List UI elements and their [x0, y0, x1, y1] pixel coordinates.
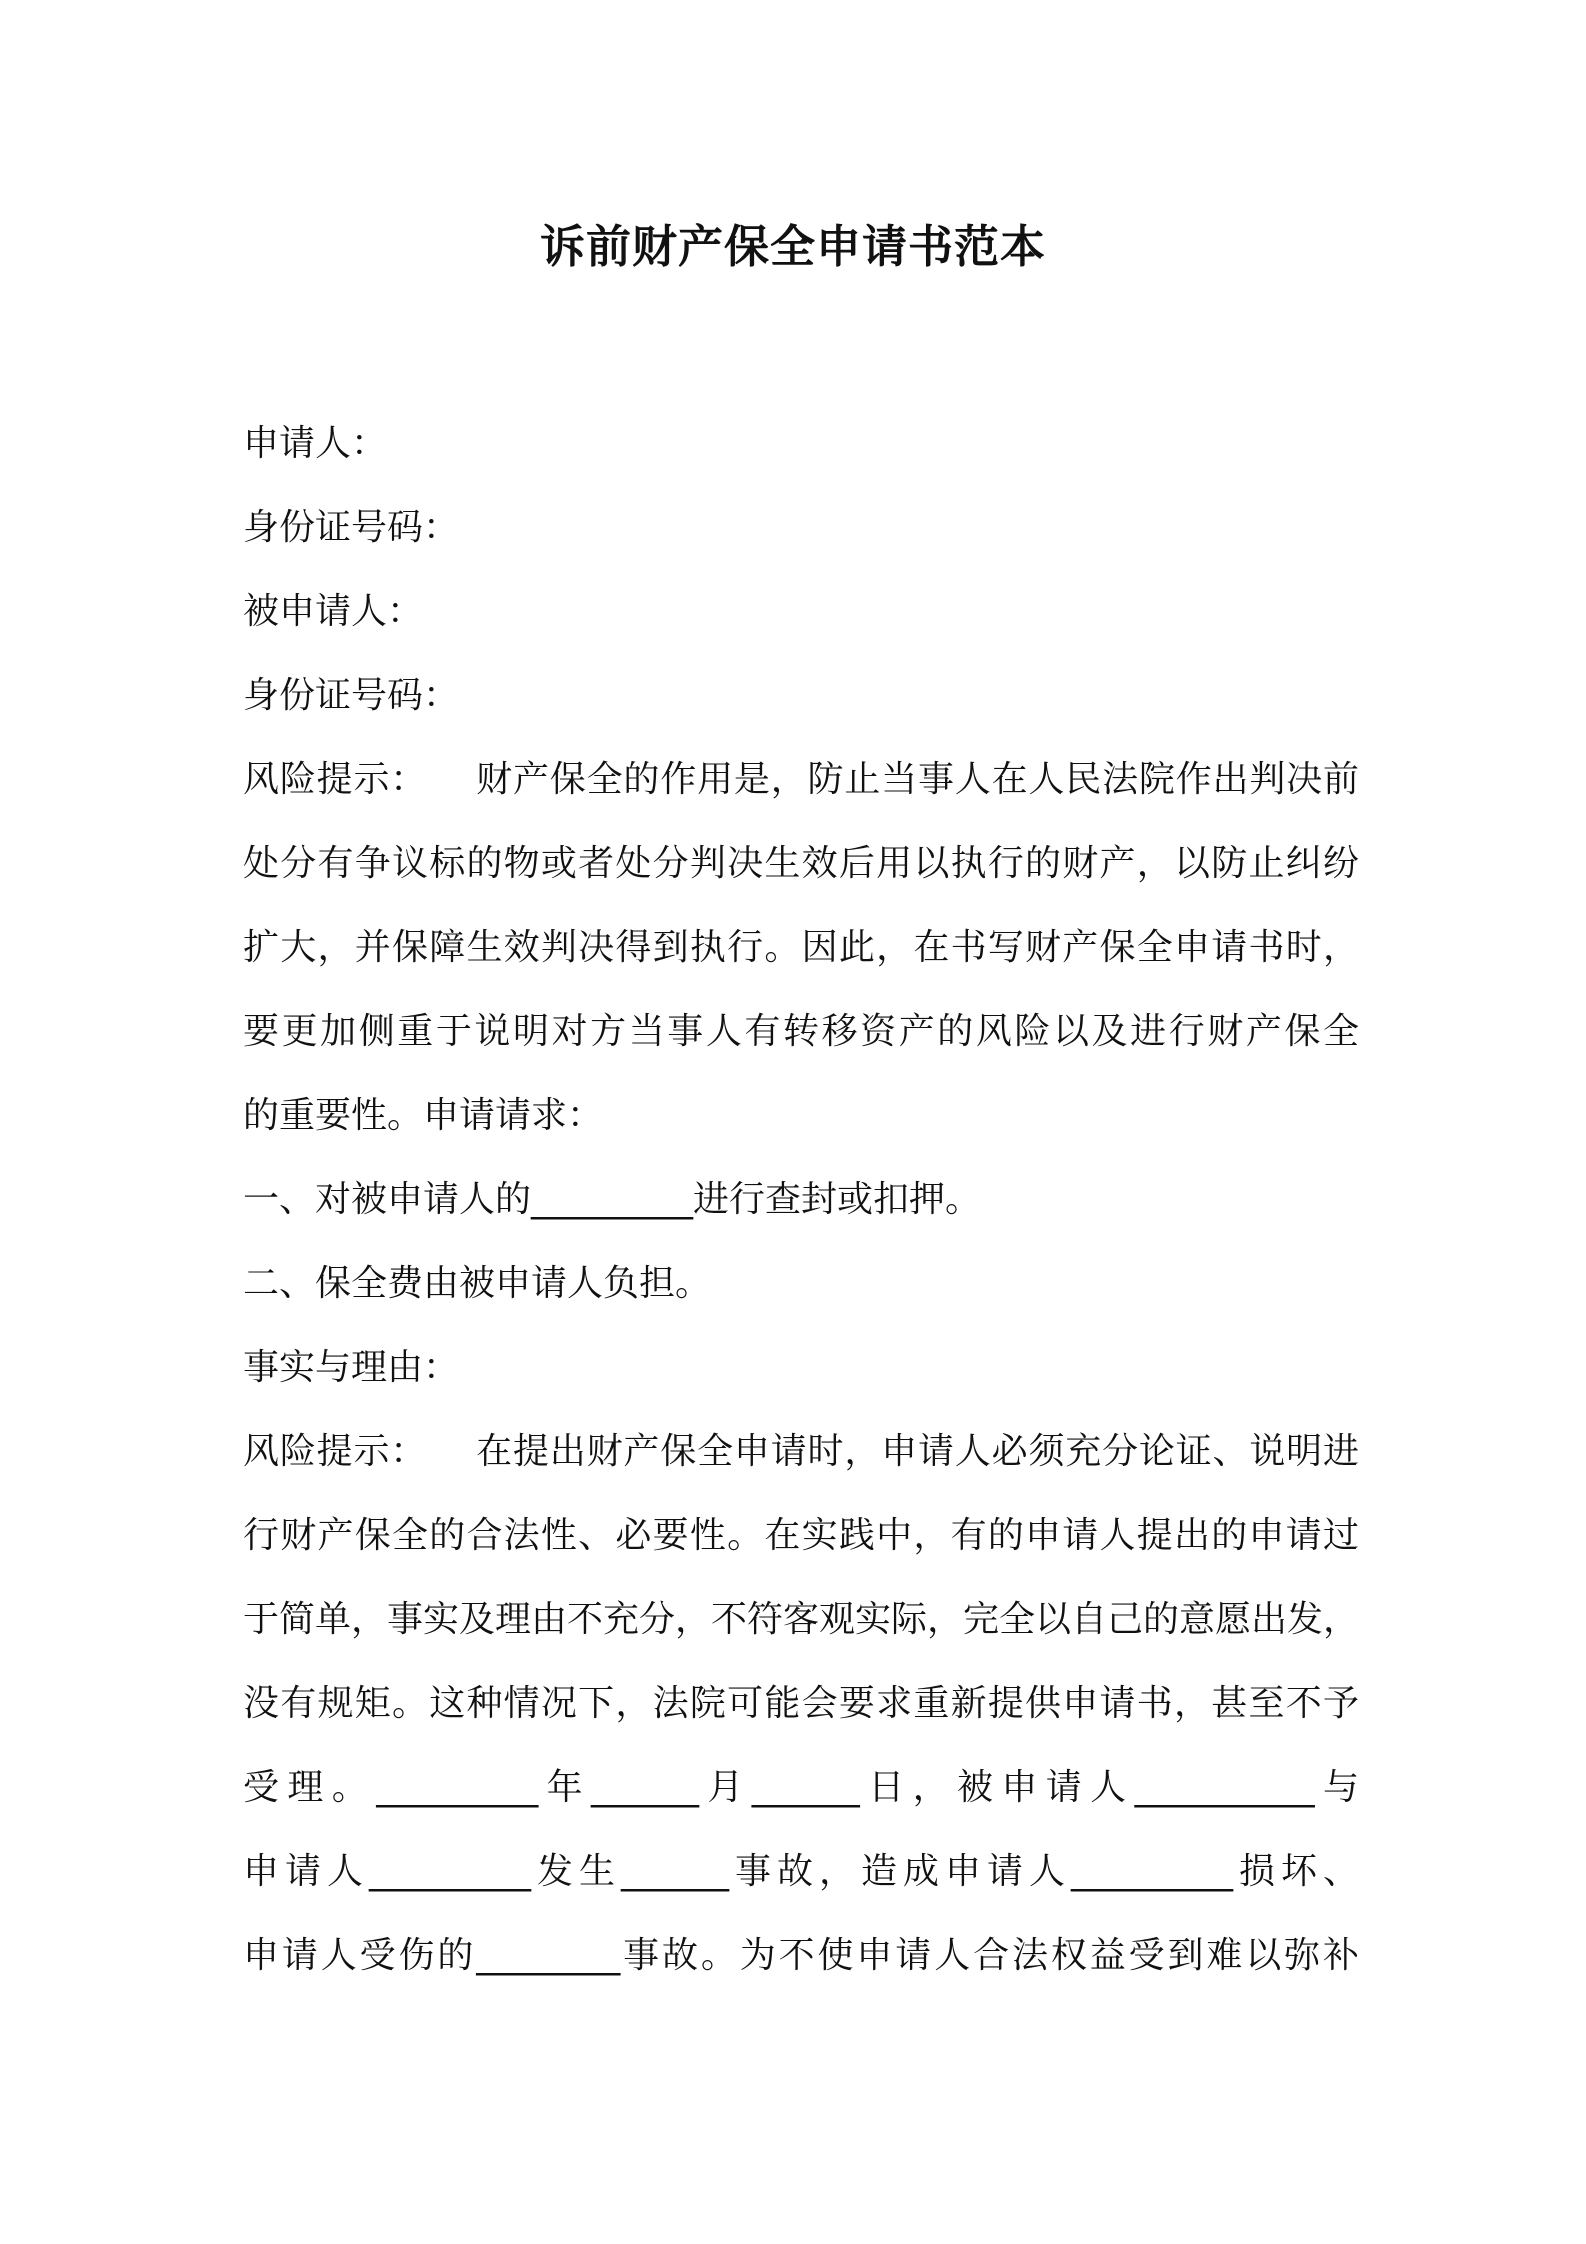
request-item-2: 二、保全费由被申请人负担。 — [243, 1263, 712, 1304]
risk-notice-1-line-4: 要更加侧重于说明对方当事人有转移资产的风险以及进行财产保全 — [243, 1011, 1359, 1052]
request-item-1: 一、对被申请人的_________进行查封或扣押。 — [243, 1179, 982, 1220]
risk-notice-1-line-1: 风险提示： 财产保全的作用是，防止当事人在人民法院作出判决前 — [243, 759, 1359, 800]
risk-notice-2-line-1: 风险提示： 在提出财产保全申请时，申请人必须充分论证、说明进 — [243, 1431, 1359, 1472]
respondent-label: 被申请人： — [243, 591, 424, 632]
facts-line-3: 申请人受伤的________事故。为不使申请人合法权益受到难以弥补 — [243, 1935, 1359, 1976]
document-title: 诉前财产保全申请书范本 — [539, 220, 1046, 273]
risk-notice-2-line-4: 没有规矩。这种情况下，法院可能会要求重新提供申请书，甚至不予 — [243, 1683, 1359, 1724]
respondent-id-label: 身份证号码： — [243, 675, 460, 716]
applicant-id-label: 身份证号码： — [243, 507, 460, 548]
facts-line-1: 受理。_________年______月______日，被申请人__________与 — [243, 1767, 1359, 1808]
document-body — [243, 402, 1359, 1998]
facts-reasons-heading: 事实与理由： — [243, 1347, 460, 1388]
risk-notice-1-line-2: 处分有争议标的物或者处分判决生效后用以执行的财产，以防止纠纷 — [243, 843, 1359, 884]
risk-notice-2-line-2: 行财产保全的合法性、必要性。在实践中，有的申请人提出的申请过 — [243, 1515, 1359, 1556]
risk-notice-1-line-3: 扩大，并保障生效判决得到执行。因此，在书写财产保全申请书时， — [243, 927, 1359, 968]
facts-line-2: 申请人_________发生______事故，造成申请人_________损坏、 — [243, 1851, 1359, 1892]
applicant-label: 申请人： — [243, 423, 388, 464]
risk-notice-1-line-5: 的重要性。申请请求： — [243, 1095, 604, 1136]
risk-notice-2-line-3: 于简单，事实及理由不充分，不符客观实际，完全以自己的意愿出发， — [243, 1599, 1359, 1640]
